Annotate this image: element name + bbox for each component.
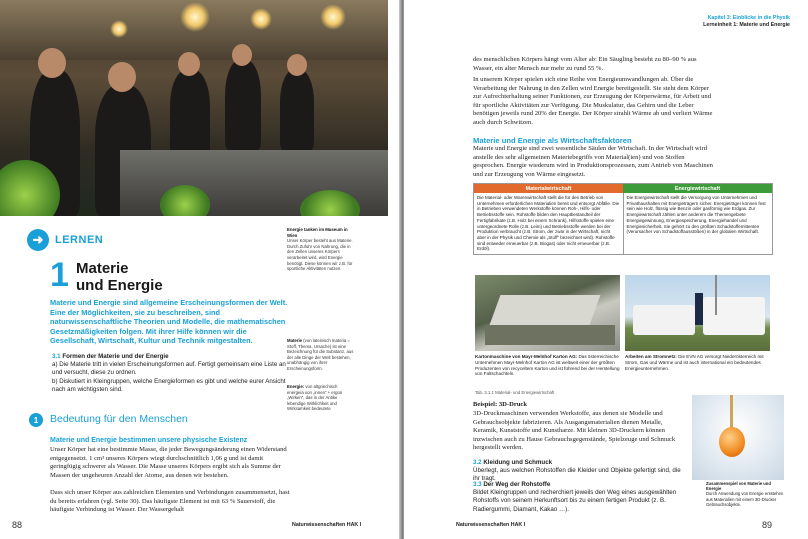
section-heading: Bedeutung für den Menschen	[50, 413, 188, 425]
lernen-label: LERNEN	[55, 234, 104, 246]
kitchen-photo	[0, 0, 388, 216]
sidebar-note-museum	[287, 227, 355, 272]
task-body: Überlegt, aus welchen Rohstoffen die Kleider und Objekte gefertigt sind, die ihr tragt.	[473, 467, 681, 483]
body-paragraph-2: Dass sich unser Körper aus zahlreichen Elementen und Verbindungen zusammensetzt, hast du bereits erfahren (vgl. Seite 30). Das häufigste Element ist mit 63 % Sauerstoff, die häufigste Verbindung ist Wasser. Der Wassergehalt	[50, 489, 290, 514]
task-number: 3.1	[52, 353, 61, 360]
caption-factory	[475, 354, 620, 377]
task-part-b: b) Diskutiert in Kleingruppen, welche Energieformen es gibt und welche eurer Ansicht nach am wichtigsten sind.	[52, 377, 286, 393]
3d-print-photo	[692, 395, 784, 480]
chapter-number: 1	[50, 256, 69, 294]
example-body: 3D-Druckmaschinen verwenden Werkstoffe, aus denen sie Modelle und Gebrauchsobjekte fabrizieren. Als Ausgangsmaterialien dienen Metalle, Keramik, Kunststoffe und Kunstharze. Mit kleinen 3D-Druckern können inzwischen auch zu Hause Gebrauchsgegenstände, Spielzeuge und Schmuck hergestellt werden.	[473, 410, 676, 452]
task-title: Der Weg der Rohstoffe	[483, 481, 551, 488]
glossary-definition: (von lateinisch materia = Stoff, Thema, Ursache) ist eine Bezeichnung für die Substanz, aus der alle Dinge der Welt bestehen, unabhängig von ihrer Erscheinungsform.	[287, 338, 354, 371]
task-3-3	[473, 481, 688, 514]
chapter-intro: Materie und Energie sind allgemeine Erscheinungsformen der Welt. Eine der Möglichkeiten, sie zu beschreiben, sind naturwissenschaftliche Theorien und Modelle, die mathematischen Gesetzmäßigkeiten folgen. Mit ihrer Hilfe können wir die Gesellschaft, Wirtschaft, Kultur und Technik mitgestalten.	[50, 298, 288, 346]
factory-photo	[475, 275, 620, 351]
sidebar-note-text: Unser Körper besteht aus Materie. Durch Zufuhr von Nahrung, die in den Zellen unseres Körpers verarbeitet wird, wird Energie benötigt. Diese können wir z.B. für sportliche Aktivitäten nutzen.	[287, 238, 353, 272]
task-number: 3.2	[473, 459, 482, 466]
power-grid-photo	[625, 275, 770, 351]
section-heading-economy: Materie und Energie als Wirtschaftsfaktoren	[473, 136, 632, 145]
page-number: 88	[12, 520, 23, 530]
running-head-chapter: Kapitel 3: Einblicke in die Physik	[707, 15, 790, 21]
task-3-1	[52, 353, 292, 394]
footer-title: Naturwissenschaften HAK I	[292, 522, 362, 528]
task-number: 3.3	[473, 481, 482, 488]
caption-text: Durch Anwendung von Energie entstehen aus Materialien mit einem 3D-Drucker Gebrauchsobjekte.	[706, 491, 784, 507]
table-cell-material: Die Material- oder Warenwirtschaft stellt die für den Betrieb von Unternehmen erforderlichen Materialien bereit und entsorgt Abfälle. Die in Betrieben verwendeten Werkstoffe können Roh-, Hilfs- oder Betriebsstoffe sein. Rohstoffe bilden den Hauptbestandteil der Fertigfabrikate (z.B. Holz bei einem Schrank), Hilfsstoffe spielen eine untergeordnete Rolle (z.B. Leim) und Betriebsstoffe werden bei der Produktion verbraucht (z.B. Strom, der zwar in der Wirtschaft, nicht aber in der Physik und Chemie als „Stoff“ bezeichnet wird). Rohstoffe sind entweder erneuerbar (z.B. Biogas) oder nicht erneuerbar (z.B. Erdöl).	[474, 193, 624, 254]
arrow-in-circle-icon: ➜	[27, 229, 49, 251]
page-number-right: 89	[762, 520, 773, 530]
caption-3d-print	[706, 481, 786, 507]
example-title: Beispiel: 3D-Druck	[473, 401, 528, 408]
glossary-definition: von altgriechisch energeia von „innen“ + ergon „Wirken“, das in der Antike lebendige Wirklichkeit und Wirksamkeit bedeutete	[287, 384, 343, 412]
lernen-badge	[27, 229, 103, 251]
caption-title: Arbeiten am Stromnetz:	[625, 354, 677, 359]
body-paragraph-1: Unser Körper hat eine bestimmte Masse, die jeder Bewegungsänderung einen Widerstand entgegensetzt. 1 cm³ unseres Körpers wiegt durchschnittlich 1,06 g und ist damit geringfügig schwerer als Wasser. Die Masse unseres Körpers ergibt sich als Summe der Massen der ungeheuren Anzahl der Atome, aus denen wir bestehen.	[50, 446, 287, 479]
chapter-title	[76, 260, 163, 294]
section-number: 1	[29, 413, 43, 427]
glossary-term: Energie:	[287, 384, 305, 389]
sidebar-note-title: Energie tanken im Museum in Wien	[287, 227, 348, 238]
chapter-title-line-1: Materie	[76, 260, 129, 277]
task-3-2	[473, 459, 688, 484]
task-title: Formen der Materie und der Energie	[62, 353, 169, 360]
table-header-energy: Energiewirtschaft	[623, 184, 772, 193]
subsection-heading: Materie und Energie bestimmen unsere physische Existenz	[50, 437, 248, 444]
body-top: des menschlichen Körpers hängt vom Alter ab: Ein Säugling besteht zu 80–90 % aus Wasser, ein alter Mensch nur mehr zu rund 55 %.	[473, 56, 697, 72]
footer-title-right: Naturwissenschaften HAK I	[456, 522, 526, 528]
task-body: Bildet Kleingruppen und recherchiert jeweils den Weg eines ausgewählten Rohstoffs von seinem Herkunftsort bis zu einem fertigen Produkt (z. B. Radiergummi, Diamant, Kakao …).	[473, 489, 677, 513]
caption-text: Die EVN AG versorgt Niederösterreich mit Strom, Gas und Wärme und ist auch international ein bedeutendes Energieunternehmen.	[625, 354, 764, 371]
glossary-term: Materie	[287, 338, 303, 343]
task-title: Kleidung und Schmuck	[483, 459, 553, 466]
body-economy: Materie und Energie sind zwei wesentliche Säulen der Wirtschaft. In der Wirtschaft wird anstelle des sehr allgemeinen Materiebegriffs von Material(ien) und von Stoffen gesprochen. Energie wiederum wird in Produktionsprozessen, zum Antrieb von Maschinen und zur Erzeugung von Wärme eingesetzt.	[473, 145, 713, 178]
caption-title: Zusammenspiel von Materie und Energie	[706, 481, 771, 492]
caption-title: Kartonmaschine von Mayr-Melnhof Karton AG:	[475, 354, 578, 359]
glossary-energie	[287, 384, 355, 412]
running-head-unit: Lerneinheit 1: Materie und Energie	[703, 22, 790, 28]
table-header-material: Materialwirtschaft	[474, 184, 623, 193]
caption-text: Das österreichische Unternehmen Mayr-Melnhof Karton AG ist weltweit einer der größten Produzenten von recyceltem Karton und ist führend bei der Herstellung von Faltschachteln.	[475, 354, 620, 377]
chapter-title-line-2: und Energie	[76, 277, 163, 294]
body-energy-paragraph: In unserem Körper spielen sich eine Reihe von Energieumwandlungen ab. Über die Verarbeitung der Nahrung in den Zellen wird Energie bereitgestellt. Sie steht dem Körper zur Aufrechterhaltung seiner Funktionen, zur Erzeugung der Körperwärme, für Arbeit und für sportliche Aktivitäten zur Verfügung. Die Muskulatur, das Gehirn und die Leber benötigen jeweils rund 20% der Energie. Der Körper strahlt Wärme ab und verliert Wärme auch durch Schwitzen.	[473, 76, 713, 126]
task-part-a: a) Die Materie tritt in vielen Erscheinungsformen auf. Fertigt gemeinsam eine Liste an und versucht, diese zu ordnen.	[52, 361, 286, 377]
running-head	[703, 15, 790, 29]
table-label: Tab. 3.1.1 Material- und Energiewirtschaft	[475, 390, 555, 395]
glossary-materie	[287, 338, 355, 372]
table-cell-energy: Die Energiewirtschaft stellt die Versorgung von Unternehmen und Privathaushalten mit Energieträgern sicher. Energieträger können fest sein wie Holz, flüssig wie Benzin oder gasförmig wie Erdgas. Zur Energiewirtschaft zählen unter anderem die Themengebiete Energiegewinnung, Energiespeicherung, Energiehandel und Energiesicherheit. Sie gehört zu den größten Schadstoffemittenten (Verursacher von Schadstoffausstößen) in der globalen Wirtschaft.	[626, 195, 766, 235]
caption-grid	[625, 354, 770, 371]
comparison-table	[473, 183, 773, 255]
left-page	[0, 0, 401, 539]
